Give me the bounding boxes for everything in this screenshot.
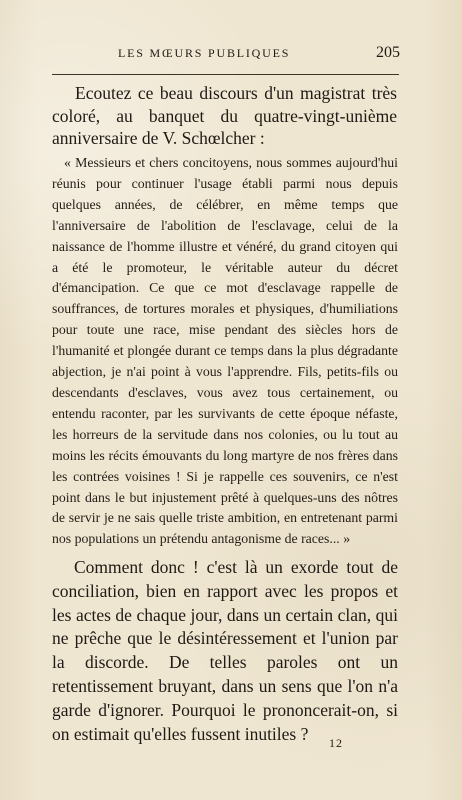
header-rule [52, 74, 399, 75]
running-title: LES MŒURS PUBLIQUES [118, 46, 291, 60]
page-number: 205 [376, 44, 400, 61]
page-header [94, 46, 400, 66]
intro-paragraph: Ecoutez ce beau discours d'un magistrat très coloré, au banquet du quatre-vingt-unième anniversaire de V. Schœlcher : [52, 83, 397, 148]
printer-signature: 12 [329, 736, 343, 750]
quoted-speech: « Messieurs et chers concitoyens, nous sommes aujourd'hui réunis pour continuer l'usage établi parmi nous depuis quelques années, de célébrer, en même temps que l'anniversaire de l'abolition de l'esclavage, celui de la naissance de l'homme illustre et vénéré, du grand citoyen qui a été le promoteur, le véritable auteur du décret d'émancipation. Ce que ce mot d'esclavage rappelle de souffrances, de tortures morales et physiques, d'humiliations pour toute une race, mise pendant des siècles hors de l'humanité et plongée durant ce temps dans la plus dégradante abjection, je n'ai point à vous l'apprendre. Fils, petits-fils ou descendants d'esclaves, vous avez tous certainement, ou entendu raconter, par les survivants de cette époque néfaste, les horreurs de la servitude dans nos colonies, ou lu tout au moins les récits émouvants du long martyre de nos frères dans les contrées voisines ! Si je rappelle ces souvenirs, ce n'est point dans le but injustement prêté à quelques-uns des nôtres de servir je ne sais quelle triste ambition, en entretenant parmi nos populations un prétendu antagonisme de races... » [52, 155, 398, 547]
commentary-paragraph: Comment donc ! c'est là un exorde tout de conciliation, bien en rapport avec les propos et les actes de chaque jour, dans un certain clan, qui ne prêche que le désintéressement et l'union par la discorde. De telles paroles ont un retentissement bruyant, dans un sens que l'on n'a garde d'ignorer. Pourquoi le prononcerait-on, si on estimait qu'elles fussent inutiles ? [52, 557, 398, 744]
